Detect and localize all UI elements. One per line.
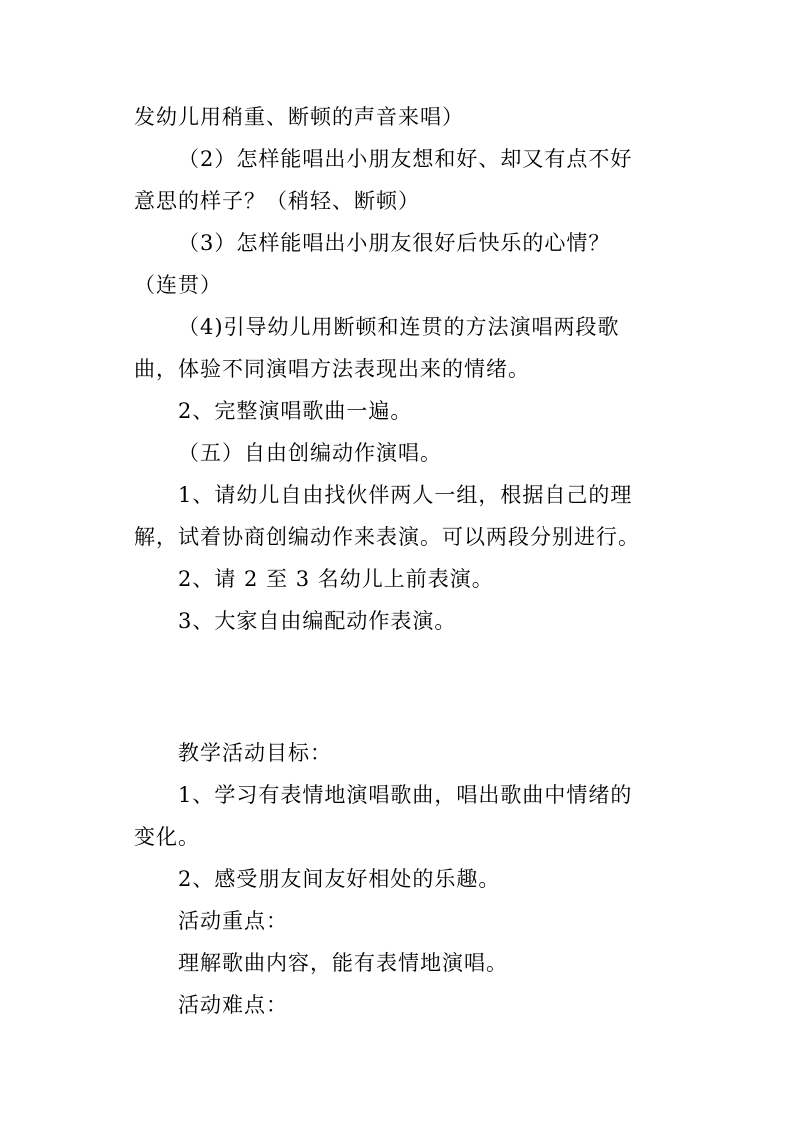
text-line: 曲，体验不同演唱方法表现出来的情绪。: [134, 357, 530, 381]
text-line: （3）怎样能唱出小朋友很好后快乐的心情？: [178, 231, 611, 255]
text-line: 2、感受朋友间友好相处的乐趣。: [178, 867, 501, 891]
text-line: （4)引导幼儿用断顿和连贯的方法演唱两段歌: [178, 315, 620, 339]
text-line: 解，试着协商创编动作来表演。可以两段分别进行。: [134, 525, 640, 549]
text-line: 1、请幼儿自由找伙伴两人一组，根据自己的理: [178, 483, 633, 507]
text-line: 变化。: [134, 825, 200, 849]
section-heading: 教学活动目标：: [178, 741, 332, 765]
text-line: （连贯）: [134, 273, 222, 297]
section-heading: 活动难点：: [178, 993, 288, 1017]
text-line: 3、大家自由编配动作表演。: [178, 609, 457, 633]
text-line: （五）自由创编动作演唱。: [178, 441, 442, 465]
text-line: （2）怎样能唱出小朋友想和好、却又有点不好: [178, 147, 633, 171]
text-line: 理解歌曲内容，能有表情地演唱。: [178, 951, 508, 975]
text-line: 意思的样子？（稍轻、断顿）: [134, 189, 420, 213]
text-line: 1、学习有表情地演唱歌曲，唱出歌曲中情绪的: [178, 783, 633, 807]
text-line: 发幼儿用稍重、断顿的声音来唱）: [134, 105, 464, 129]
section-heading: 活动重点：: [178, 909, 288, 933]
text-line: 2、请 2 至 3 名幼儿上前表演。: [178, 567, 494, 591]
text-line: 2、完整演唱歌曲一遍。: [178, 399, 413, 423]
